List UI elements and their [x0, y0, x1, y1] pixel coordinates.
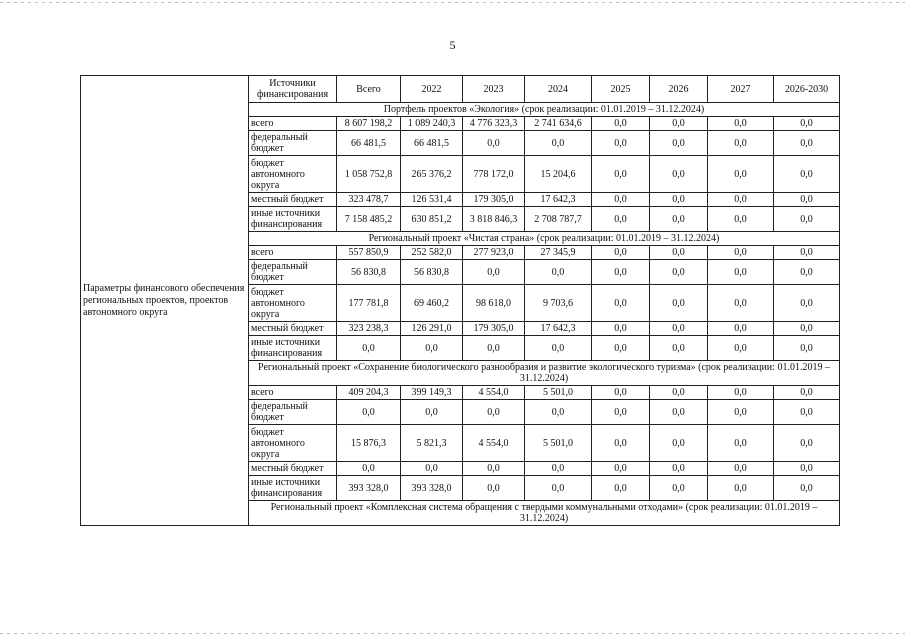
value-cell: 177 781,8: [337, 285, 401, 322]
value-cell: 0,0: [592, 193, 650, 207]
value-cell: 0,0: [337, 336, 401, 361]
value-cell: 0,0: [463, 260, 525, 285]
value-cell: 0,0: [650, 246, 708, 260]
value-cell: 2 741 634,6: [525, 117, 592, 131]
value-cell: 0,0: [592, 246, 650, 260]
source-label: всего: [249, 246, 337, 260]
value-cell: 0,0: [774, 386, 840, 400]
value-cell: 0,0: [708, 193, 774, 207]
value-cell: 0,0: [708, 260, 774, 285]
value-cell: 0,0: [463, 336, 525, 361]
value-cell: 0,0: [525, 462, 592, 476]
value-cell: 0,0: [592, 386, 650, 400]
value-cell: 409 204,3: [337, 386, 401, 400]
value-cell: 0,0: [650, 193, 708, 207]
value-cell: 0,0: [650, 386, 708, 400]
value-cell: 66 481,5: [401, 131, 463, 156]
value-cell: 27 345,9: [525, 246, 592, 260]
value-cell: 0,0: [650, 400, 708, 425]
value-cell: 0,0: [708, 386, 774, 400]
value-cell: 0,0: [401, 400, 463, 425]
value-cell: 0,0: [708, 476, 774, 501]
value-cell: 5 501,0: [525, 425, 592, 462]
source-label: иные источники финансирования: [249, 207, 337, 232]
value-cell: 0,0: [774, 400, 840, 425]
value-cell: 0,0: [708, 425, 774, 462]
value-cell: 252 582,0: [401, 246, 463, 260]
value-cell: 0,0: [774, 322, 840, 336]
value-cell: 0,0: [708, 117, 774, 131]
financing-table-body: [81, 76, 840, 526]
value-cell: 0,0: [463, 476, 525, 501]
value-cell: 323 238,3: [337, 322, 401, 336]
column-header: 2026: [650, 76, 708, 103]
value-cell: 0,0: [774, 117, 840, 131]
value-cell: 557 850,9: [337, 246, 401, 260]
value-cell: 179 305,0: [463, 193, 525, 207]
value-cell: 0,0: [708, 336, 774, 361]
value-cell: 1 058 752,8: [337, 156, 401, 193]
value-cell: 0,0: [774, 285, 840, 322]
source-label: местный бюджет: [249, 322, 337, 336]
value-cell: 0,0: [774, 336, 840, 361]
value-cell: 17 642,3: [525, 193, 592, 207]
source-label: бюджет автономного округа: [249, 156, 337, 193]
value-cell: 0,0: [650, 462, 708, 476]
value-cell: 0,0: [774, 260, 840, 285]
value-cell: 0,0: [592, 400, 650, 425]
source-label: бюджет автономного округа: [249, 425, 337, 462]
value-cell: 0,0: [525, 400, 592, 425]
value-cell: 265 376,2: [401, 156, 463, 193]
value-cell: 0,0: [708, 207, 774, 232]
column-header: 2026-2030: [774, 76, 840, 103]
value-cell: 0,0: [525, 260, 592, 285]
value-cell: 2 708 787,7: [525, 207, 592, 232]
final-section-title: Региональный проект «Комплексная система обращения с твердыми коммунальными отходами» (срок реализации: 01.01.2019 – 31.12.2024): [249, 501, 840, 526]
value-cell: 0,0: [774, 425, 840, 462]
value-cell: 5 501,0: [525, 386, 592, 400]
section-title: Региональный проект «Чистая страна» (срок реализации: 01.01.2019 – 31.12.2024): [249, 232, 840, 246]
value-cell: 0,0: [463, 131, 525, 156]
value-cell: 0,0: [592, 336, 650, 361]
source-label: федеральный бюджет: [249, 400, 337, 425]
value-cell: 0,0: [650, 207, 708, 232]
value-cell: 0,0: [774, 476, 840, 501]
value-cell: 0,0: [708, 156, 774, 193]
value-cell: 0,0: [708, 246, 774, 260]
value-cell: 0,0: [650, 117, 708, 131]
value-cell: 0,0: [401, 336, 463, 361]
column-header: 2022: [401, 76, 463, 103]
value-cell: 0,0: [774, 193, 840, 207]
value-cell: 0,0: [592, 322, 650, 336]
value-cell: 0,0: [774, 462, 840, 476]
value-cell: 0,0: [592, 285, 650, 322]
source-label: федеральный бюджет: [249, 260, 337, 285]
value-cell: 0,0: [592, 260, 650, 285]
value-cell: 0,0: [592, 156, 650, 193]
value-cell: 0,0: [650, 425, 708, 462]
financing-table: [80, 75, 840, 526]
value-cell: 0,0: [401, 462, 463, 476]
scan-artifact-bottom: [0, 633, 905, 634]
value-cell: 0,0: [525, 336, 592, 361]
column-header: 2023: [463, 76, 525, 103]
column-header: 2025: [592, 76, 650, 103]
value-cell: 17 642,3: [525, 322, 592, 336]
value-cell: 0,0: [650, 260, 708, 285]
value-cell: 0,0: [337, 400, 401, 425]
value-cell: 69 460,2: [401, 285, 463, 322]
value-cell: 66 481,5: [337, 131, 401, 156]
scan-artifact-top: [0, 2, 905, 3]
value-cell: 393 328,0: [401, 476, 463, 501]
value-cell: 0,0: [463, 462, 525, 476]
value-cell: 0,0: [708, 322, 774, 336]
value-cell: 0,0: [774, 156, 840, 193]
value-cell: 0,0: [708, 462, 774, 476]
value-cell: 0,0: [525, 131, 592, 156]
column-header: Источники финансирования: [249, 76, 337, 103]
section-title: Региональный проект «Сохранение биологического разнообразия и развитие экологического туризма» (срок реализации: 01.01.2019 – 31.12.2024): [249, 361, 840, 386]
value-cell: 0,0: [592, 425, 650, 462]
source-label: местный бюджет: [249, 193, 337, 207]
value-cell: 4 554,0: [463, 425, 525, 462]
value-cell: 0,0: [592, 462, 650, 476]
value-cell: 7 158 485,2: [337, 207, 401, 232]
value-cell: 630 851,2: [401, 207, 463, 232]
section-title: Портфель проектов «Экология» (срок реализации: 01.01.2019 – 31.12.2024): [249, 103, 840, 117]
value-cell: 8 607 198,2: [337, 117, 401, 131]
source-label: местный бюджет: [249, 462, 337, 476]
column-header: 2027: [708, 76, 774, 103]
value-cell: 0,0: [650, 322, 708, 336]
header-row: [81, 76, 840, 103]
value-cell: 0,0: [650, 131, 708, 156]
value-cell: 0,0: [525, 476, 592, 501]
value-cell: 126 291,0: [401, 322, 463, 336]
value-cell: 0,0: [708, 400, 774, 425]
value-cell: 3 818 846,3: [463, 207, 525, 232]
value-cell: 0,0: [708, 285, 774, 322]
value-cell: 9 703,6: [525, 285, 592, 322]
value-cell: 277 923,0: [463, 246, 525, 260]
value-cell: 15 204,6: [525, 156, 592, 193]
value-cell: 1 089 240,3: [401, 117, 463, 131]
value-cell: 0,0: [650, 336, 708, 361]
source-label: федеральный бюджет: [249, 131, 337, 156]
source-label: бюджет автономного округа: [249, 285, 337, 322]
value-cell: 0,0: [650, 285, 708, 322]
value-cell: 98 618,0: [463, 285, 525, 322]
value-cell: 15 876,3: [337, 425, 401, 462]
value-cell: 323 478,7: [337, 193, 401, 207]
value-cell: 0,0: [463, 400, 525, 425]
value-cell: 179 305,0: [463, 322, 525, 336]
page-number: 5: [449, 38, 456, 52]
value-cell: 56 830,8: [401, 260, 463, 285]
value-cell: 778 172,0: [463, 156, 525, 193]
value-cell: 399 149,3: [401, 386, 463, 400]
value-cell: 0,0: [592, 131, 650, 156]
value-cell: 0,0: [774, 207, 840, 232]
value-cell: 0,0: [650, 476, 708, 501]
value-cell: 0,0: [337, 462, 401, 476]
source-label: всего: [249, 386, 337, 400]
value-cell: 126 531,4: [401, 193, 463, 207]
value-cell: 0,0: [592, 207, 650, 232]
value-cell: 0,0: [774, 131, 840, 156]
column-header: Всего: [337, 76, 401, 103]
source-label: иные источники финансирования: [249, 336, 337, 361]
value-cell: 4 776 323,3: [463, 117, 525, 131]
parameter-label: Параметры финансового обеспечения региональных проектов, проектов автономного округа: [81, 76, 249, 526]
value-cell: 0,0: [774, 246, 840, 260]
value-cell: 0,0: [650, 156, 708, 193]
source-label: всего: [249, 117, 337, 131]
value-cell: 0,0: [592, 117, 650, 131]
value-cell: 0,0: [592, 476, 650, 501]
source-label: иные источники финансирования: [249, 476, 337, 501]
value-cell: 5 821,3: [401, 425, 463, 462]
value-cell: 56 830,8: [337, 260, 401, 285]
value-cell: 393 328,0: [337, 476, 401, 501]
column-header: 2024: [525, 76, 592, 103]
value-cell: 4 554,0: [463, 386, 525, 400]
value-cell: 0,0: [708, 131, 774, 156]
